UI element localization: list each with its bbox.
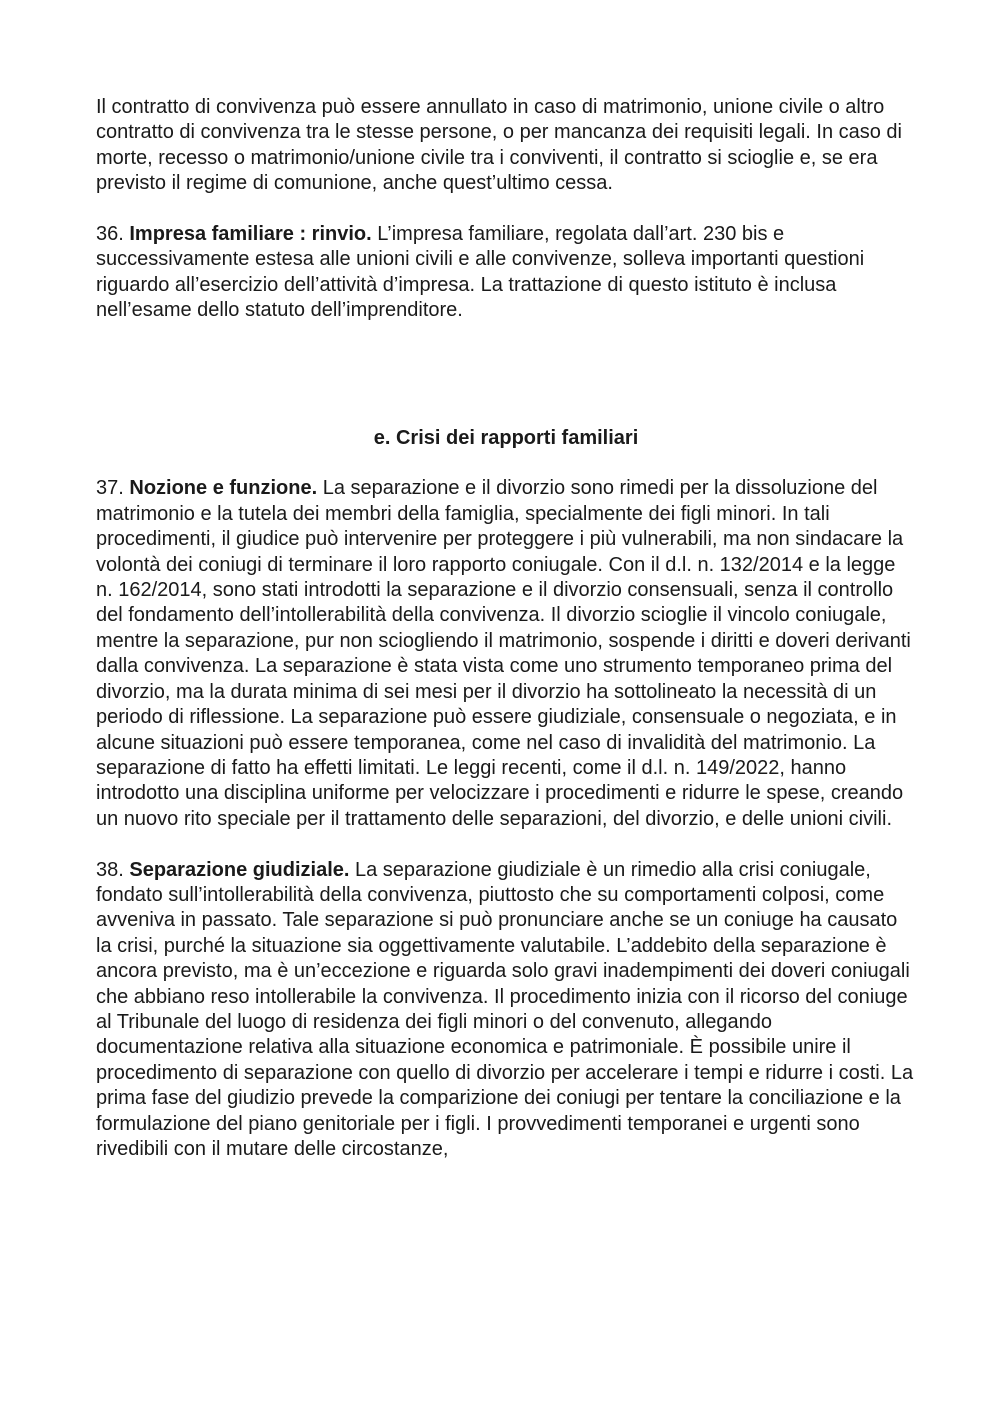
document-page bbox=[96, 95, 916, 1162]
paragraph-gap bbox=[96, 832, 916, 857]
paragraph-text: L’impresa familiare, regolata dall’art. 230 bis e successivamente estesa alle unioni civili e alle convivenze, solleva importanti questioni riguardo all’esercizio dell’attività d’impresa. La trattazione di questo istituto è inclusa nell’esame dello statuto dell’imprenditore. bbox=[96, 223, 865, 322]
section-title: e. Crisi dei rapporti familiari bbox=[373, 426, 639, 449]
paragraph-gap bbox=[96, 197, 916, 222]
paragraph-text: La separazione e il divorzio sono rimedi per la dissoluzione del matrimonio e la tutela dei membri della famiglia, specialmente dei figli minori. In tali procedimenti, il giudice può intervenire per proteggere i più vulnerabili, ma non sindacare la volontà dei coniugi di terminare il loro rapporto coniugale. Con il d.l. n. 132/2014 e la legge n. 162/2014, sono stati introdotti la separazione e il divorzio consensuali, senza il controllo del fondamento dell’intollerabilità della convivenza. Il divorzio scioglie il vincolo coniugale, mentre la separazione, pur non sciogliendo il matrimonio, sospende i diritti e doveri derivanti dalla convivenza. La separazione è stata vista come uno strumento temporaneo prima del divorzio, ma la durata minima di sei mesi per il divorzio ha sottolineato la necessità di un periodo di riflessione. La separazione può essere giudiziale, consensuale o negoziata, e in alcune situazioni può essere temporanea, come nel caso di invalidità del matrimonio. La separazione di fatto ha effetti limitati. Le leggi recenti, come il d.l. n. 149/2022, hanno introdotto una disciplina uniforme per velocizzare i procedimenti e ridurre le spese, creando un nuovo rito speciale per il trattamento delle separazioni, del divorzio, e delle unioni civili. bbox=[96, 477, 911, 830]
paragraph-heading: Separazione giudiziale. bbox=[129, 858, 350, 881]
paragraph-heading: Nozione e funzione. bbox=[129, 477, 318, 500]
paragraph-38 bbox=[96, 858, 916, 1163]
paragraph-heading: Impresa familiare : rinvio. bbox=[129, 223, 372, 246]
paragraph-number: 38. bbox=[96, 858, 124, 881]
paragraph-37 bbox=[96, 476, 916, 832]
paragraph-number: 37. bbox=[96, 477, 124, 500]
paragraph-text: La separazione giudiziale è un rimedio alla crisi coniugale, fondato sull’intollerabilità della convivenza, piuttosto che su comportamenti colposi, come avveniva in passato. Tale separazione si può pronunciare anche se un coniuge ha causato la crisi, purché la situazione sia oggettivamente valutabile. L’addebito della separazione è ancora previsto, ma è un’eccezione e riguarda solo gravi inadempimenti dei doveri coniugali che abbiano reso intollerabile la convivenza. Il procedimento inizia con il ricorso del coniuge al Tribunale del luogo di residenza dei figli minori o del convenuto, allegando documentazione relativa alla situazione economica e patrimoniale. È possibile unire il procedimento di separazione con quello di divorzio per accelerare i tempi e ridurre i costi. La prima fase del giudizio prevede la comparizione dei coniugi per tentare la conciliazione e la formulazione del piano genitoriale per i figli. I provvedimenti temporanei e urgenti sono rivedibili con il mutare delle circostanze, bbox=[96, 858, 914, 1160]
section-gap bbox=[96, 324, 916, 426]
paragraph-gap bbox=[96, 451, 916, 476]
paragraph-intro: Il contratto di convivenza può essere annullato in caso di matrimonio, unione civile o altro contratto di convivenza tra le stesse persone, o per mancanza dei requisiti legali. In caso di morte, recesso o matrimonio/unione civile tra i conviventi, il contratto si scioglie e, se era previsto il regime di comunione, anche quest’ultimo cessa. bbox=[96, 96, 902, 195]
paragraph-number: 36. bbox=[96, 223, 124, 246]
paragraph-36 bbox=[96, 222, 916, 324]
